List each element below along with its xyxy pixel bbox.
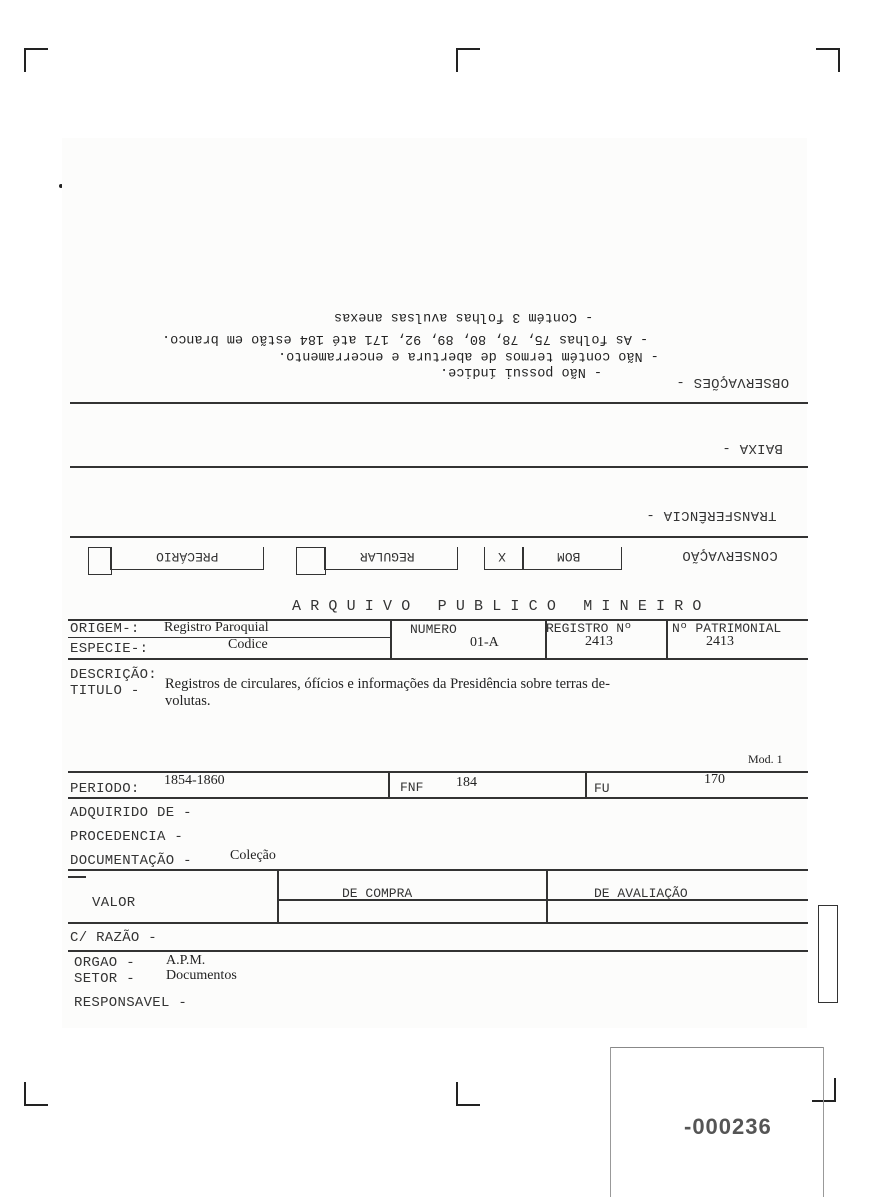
bom-label: BOM: [557, 549, 581, 564]
registro-label: REGISTRO Nº: [546, 621, 632, 636]
regular-label: REGULAR: [360, 549, 415, 564]
ident-divider-3: [666, 619, 668, 659]
precario-checkbox[interactable]: [88, 547, 112, 575]
crop-mark-bottom-right: [812, 1078, 836, 1102]
observacoes-line-2: - Não contém termos de abertura e encerramento.: [278, 348, 659, 363]
patrimonial-value: 2413: [706, 634, 734, 649]
conservacao-label: CONSERVAÇÃO: [682, 547, 778, 563]
periodo-divider-1: [388, 771, 390, 797]
responsavel-label: RESPONSAVEL -: [74, 995, 188, 1011]
descricao-label: DESCRIÇÃO:: [70, 667, 158, 683]
fn-value: 184: [456, 775, 477, 790]
crop-mark-bottom-left: [24, 1082, 48, 1106]
orgao-label: ORGAO -: [74, 955, 135, 971]
periodo-label: PERIODO:: [70, 781, 140, 797]
setor-label: SETOR -: [74, 971, 135, 987]
stamp-right-rule: [823, 1047, 824, 1197]
rule-observacoes: [70, 402, 808, 404]
observacoes-label: OBSERVAÇÕES -: [676, 374, 790, 390]
valor-label: VALOR: [92, 895, 136, 911]
procedencia-label: PROCEDENCIA -: [70, 829, 184, 845]
documentacao-underline: [68, 869, 808, 871]
numero-label: NUMERO: [410, 622, 457, 637]
rule-baixa: [70, 466, 808, 468]
setor-value: Documentos: [166, 968, 237, 983]
observacoes-line-1: - Não possui índice.: [440, 364, 603, 379]
origem-label: ORIGEM-:: [70, 621, 140, 637]
adquirido-label: ADQUIRIDO DE -: [70, 805, 192, 821]
crop-mark-top-left: [24, 48, 48, 72]
valor-divider-2: [546, 869, 548, 923]
patrimonial-label: Nº PATRIMONIAL: [672, 621, 782, 636]
baixa-label: BAIXA -: [722, 440, 783, 456]
crop-mark-top-center: [456, 48, 480, 72]
archive-title: ARQUIVO PUBLICO MINEIRO: [292, 598, 711, 615]
form-model: Mod. 1: [748, 752, 783, 766]
periodo-divider-2: [585, 771, 587, 797]
documentacao-value: Coleção: [230, 848, 276, 863]
observacoes-line-4: - Contém 3 folhas avulsas anexas: [334, 309, 594, 324]
periodo-value: 1854-1860: [164, 773, 225, 788]
bom-checkbox-mark: X: [498, 549, 506, 564]
document-stamp-number: -000236: [684, 1114, 772, 1139]
valor-divider-1: [277, 869, 279, 923]
especie-label: ESPECIE-:: [70, 641, 149, 657]
descricao-line-2: volutas.: [165, 693, 211, 709]
stamp-left-rule: [610, 1047, 611, 1197]
titulo-label: TITULO -: [70, 683, 140, 699]
compra-label: DE COMPRA: [342, 886, 413, 901]
fu-value: 170: [704, 772, 725, 787]
crop-mark-top-right: [816, 48, 840, 72]
orgao-value: A.P.M.: [166, 953, 206, 968]
especie-value: Codice: [228, 637, 268, 652]
regular-checkbox[interactable]: [296, 547, 326, 575]
periodo-bottom-rule: [68, 797, 808, 799]
transferencia-label: TRANSFERÊNCIA -: [646, 507, 777, 523]
valor-bottom-rule: [68, 922, 808, 924]
stamp-top-rule: [610, 1047, 824, 1048]
observacoes-line-3: - As folhas 75, 78, 80, 89, 92, 171 até 184 estão em branco.: [162, 331, 649, 346]
razao-underline: [68, 950, 808, 952]
numero-value: 01-A: [470, 635, 499, 650]
registro-value: 2413: [585, 634, 613, 649]
documentacao-tick: [68, 876, 86, 878]
documentacao-label: DOCUMENTAÇÃO -: [70, 853, 192, 869]
side-marker-box: [818, 905, 838, 1003]
fn-label: FNF: [400, 780, 424, 795]
index-card: [62, 138, 807, 1028]
origem-value: Registro Paroquial: [164, 620, 269, 635]
ident-divider-1: [390, 619, 392, 659]
ident-bottom-rule: [68, 658, 808, 660]
crop-mark-bottom-center: [456, 1082, 480, 1106]
fu-label: FU: [594, 781, 610, 796]
razao-label: C/ RAZÃO -: [70, 930, 158, 946]
avaliacao-label: DE AVALIAÇÃO: [594, 886, 688, 901]
descricao-line-1: Registros de circulares, ófícios e informações da Presidência sobre terras de-: [165, 676, 610, 692]
precario-label: PRECÁRIO: [156, 549, 219, 564]
rule-transferencia: [70, 536, 808, 538]
